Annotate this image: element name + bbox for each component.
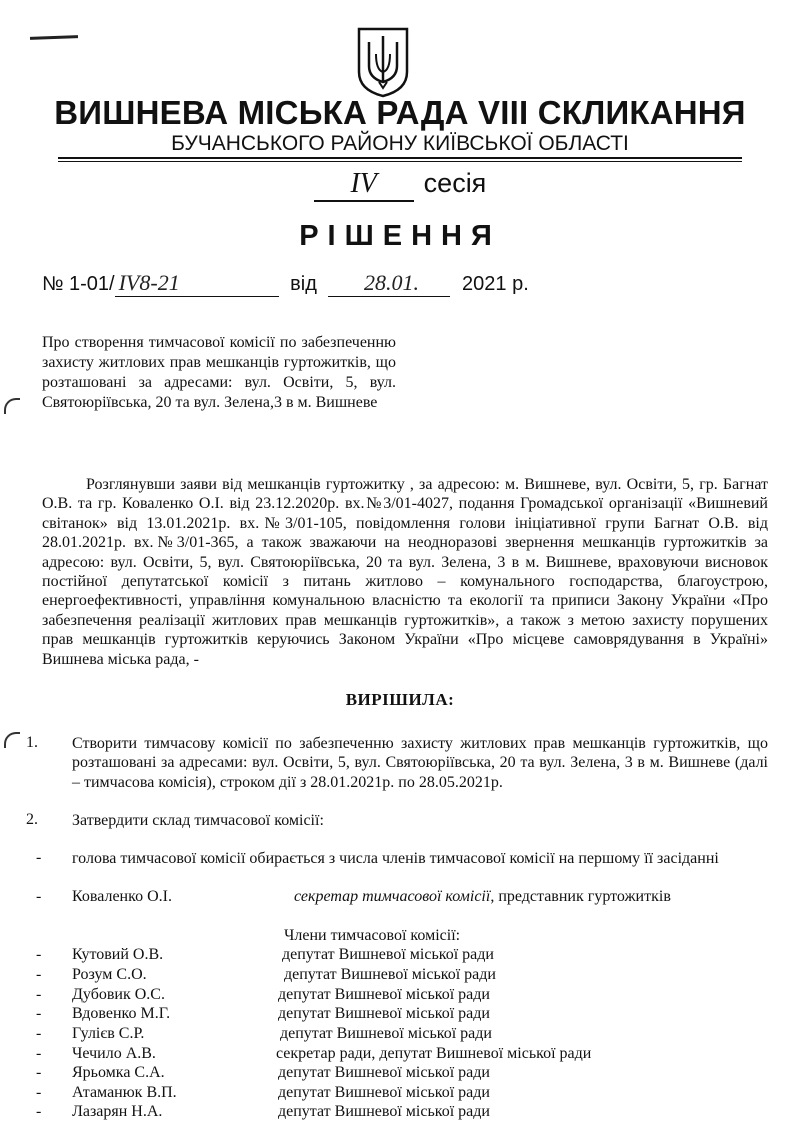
page-edge-curl [4,732,20,748]
member-role: депутат Вишневої міської ради [284,966,496,983]
resolved-heading: ВИРІШИЛА: [345,690,455,709]
list-dash: - [36,1103,42,1120]
list-dash: - [36,888,42,905]
council-title: ВИШНЕВА МІСЬКА РАДА VIII СКЛИКАННЯ [54,94,746,131]
member-name: Атаманюк В.П. [72,1084,177,1101]
list-dash: - [36,1064,42,1081]
member-name: Ярьомка С.А. [72,1064,165,1081]
secretary-row [72,888,772,907]
member-name: Вдовенко М.Г. [72,1005,171,1022]
member-name: Кутовий О.В. [72,946,164,963]
coat-of-arms-icon [356,26,410,98]
member-role: депутат Вишневої міської ради [278,1103,490,1120]
list-dash: - [36,1005,42,1022]
list-dash: - [36,966,42,983]
list-dash: - [36,849,42,866]
list-item [72,966,772,985]
session-line [0,168,800,202]
list-item [72,1064,772,1083]
session-number: IV [314,168,414,202]
item-text: Створити тимчасову комісії по забезпеченню захисту житлових прав мешканців гуртожитків, що розташовані за адресами: вул. Освіти, 5, вул. Святоюріївська, 20 та вул. Зелена, 3 в м. Вишневе (далі – тимчасова комісія), строком дії з 28.01.2021р. по 28.05.2021р. [72,735,768,791]
member-role: депутат Вишневої міської ради [278,1005,490,1022]
member-role: депутат Вишневої міської ради [278,986,490,1003]
list-item [72,1103,772,1122]
list-dash: - [36,946,42,963]
preamble-paragraph: Розглянувши заяви від мешканців гуртожитку , за адресою: м. Вишневе, вул. Освіти, 5, гр. Багнат О.В. та гр. Коваленко О.І. від 23.12.2020р. вх.№3/01-4027, подання Громадської організації «Вишневий світанок» від 13.01.2021р. вх.№3/01-105, повідомлення голови ініціативної групи Багнат О.В. від 28.01.2021р. вх.№3/01-365, а також зважаючи на неодноразові звернення мешканців гуртожитків за адресою: вул. Освіти, 5, вул. Святоюріївська, 20 та вул. Зелена, 3 в м. Вишневе, враховуючи висновок постійної депутатської комісії з питань житлово – комунального господарства, благоустрою, енергоефективності, управління комунальною власністю та екології та приписи Закону України «Про забезпечення реалізації житлових прав мешканців гуртожитків», а також з метою захисту порушених прав мешканців гуртожитків керуючись Законом України «Про місцеве самоврядування в Україні» Вишнева міська рада, - [42,476,768,668]
from-label: від [290,273,317,295]
item-number: 1. [26,734,38,751]
list-dash: - [36,1045,42,1062]
member-role [294,888,671,906]
session-label: сесія [423,168,487,198]
secretary-role-rest: , представник гуртожитків [490,888,671,905]
list-item [72,1045,772,1064]
member-name: Дубовик О.С. [72,986,165,1003]
header-rule [58,157,742,159]
member-name: Гулієв С.Р. [72,1025,145,1042]
list-item [72,1025,772,1044]
district-title: БУЧАНСЬКОГО РАЙОНУ КИЇВСЬКОЇ ОБЛАСТІ [171,132,629,155]
document-type: РІШЕННЯ [299,220,501,252]
item-text: Затвердити склад тимчасової комісії: [72,812,324,829]
list-dash: - [36,1084,42,1101]
list-item [72,986,772,1005]
list-item [72,1005,772,1024]
members-title: Члени тимчасової комісії: [284,927,461,944]
document-year: 2021 р. [462,273,529,295]
member-name: Розум С.О. [72,966,147,983]
member-role: депутат Вишневої міської ради [278,1064,490,1081]
member-name: Чечило А.В. [72,1045,156,1062]
document-number: IV8-21 [115,270,279,297]
scan-mark [30,35,78,40]
secretary-role-italic: секретар тимчасової комісії [294,888,491,905]
decision-subject: Про створення тимчасової комісії по забезпеченню захисту житлових прав мешканців гуртожитків, що розташовані за адресами: вул. Освіти, 5, вул. Святоюріївська, 20 та вул. Зелена,3 в м. Вишневе [42,334,396,411]
page-edge-curl [4,398,20,414]
member-role: секретар ради, депутат Вишневої міської ради [276,1045,592,1062]
list-item [72,1084,772,1103]
chair-line: голова тимчасової комісії обирається з числа членів тимчасової комісії на першому її засіданні [72,850,719,867]
list-dash: - [36,1025,42,1042]
number-prefix: № 1-01/ [42,273,115,295]
member-role: депутат Вишневої міської ради [282,946,494,963]
member-name: Коваленко О.І. [72,888,172,905]
member-role: депутат Вишневої міської ради [280,1025,492,1042]
list-dash: - [36,986,42,1003]
header-rule [58,161,742,162]
document-date: 28.01. [328,270,450,297]
member-role: депутат Вишневої міської ради [278,1084,490,1101]
document-number-line [42,270,529,297]
member-name: Лазарян Н.А. [72,1103,163,1120]
list-item [72,946,772,965]
item-number: 2. [26,811,38,828]
